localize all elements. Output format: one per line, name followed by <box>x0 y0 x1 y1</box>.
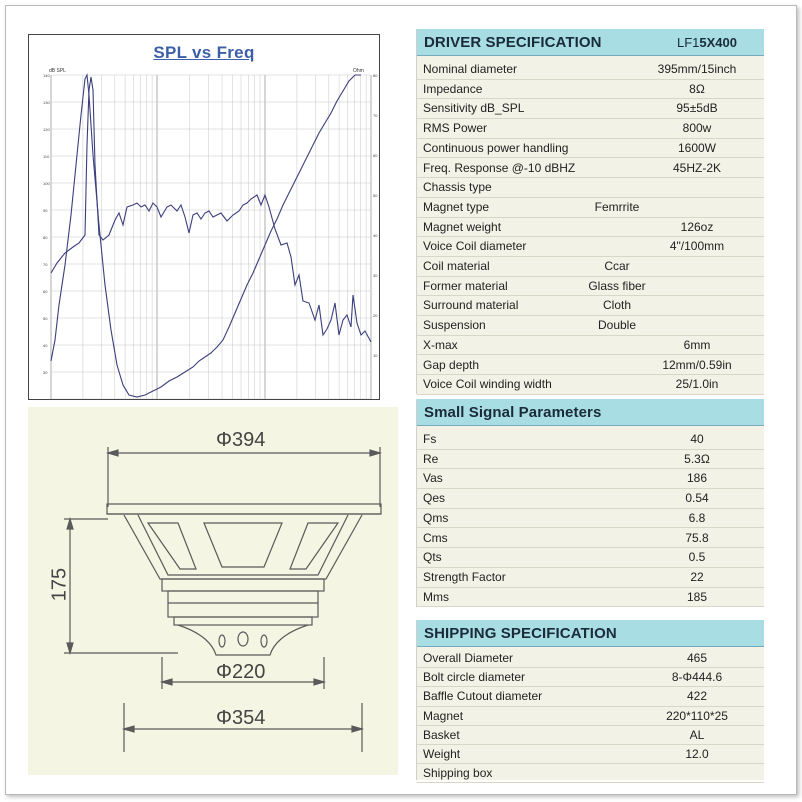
y-tick-label: 130 <box>43 100 50 105</box>
cutout-diameter-label: Φ354 <box>216 707 266 729</box>
spec-label: Surround material <box>423 298 519 313</box>
spec-value: 25/1.0in <box>675 377 719 392</box>
spec-label: Shipping box <box>423 766 493 781</box>
y-tick-label: 30 <box>43 370 48 375</box>
spec-label: Cms <box>423 530 448 545</box>
model-prefix: LF1 <box>677 35 700 50</box>
driver-spec-title: DRIVER SPECIFICATION <box>424 34 602 51</box>
spec-label: Qes <box>423 491 446 506</box>
spec-value: 75.8 <box>685 530 709 545</box>
spec-row <box>417 138 764 159</box>
spec-label: Impedance <box>423 81 483 96</box>
spec-value: Cloth <box>602 298 631 313</box>
y-tick-label: 80 <box>43 235 48 240</box>
spec-label: Qms <box>423 510 449 525</box>
spec-value: Double <box>597 318 637 333</box>
spec-label: Baffle Cutout diameter <box>423 689 543 704</box>
spec-value: 0.5 <box>688 550 706 565</box>
shipping-spec-header <box>417 620 764 647</box>
spec-row <box>417 744 764 764</box>
spec-value: Femrrite <box>594 199 640 214</box>
spec-row <box>417 355 764 376</box>
spec-row <box>417 217 764 238</box>
spec-row <box>417 587 764 608</box>
spec-row <box>417 706 764 726</box>
spec-label: Former material <box>423 278 508 293</box>
y-tick-label: 140 <box>43 73 50 78</box>
spec-value: 220*110*25 <box>666 708 728 723</box>
spec-label: X-max <box>423 337 458 352</box>
spec-row <box>417 177 764 198</box>
spec-value: 12.0 <box>685 747 709 761</box>
spec-label: Overall Diameter <box>423 651 514 665</box>
spec-label: Basket <box>423 727 460 742</box>
spec-row <box>417 449 764 470</box>
spec-row <box>417 725 764 745</box>
spec-value: 8-Φ444.6 <box>671 670 723 685</box>
spec-label: Nominal diameter <box>423 62 518 76</box>
model-suffix: 5X400 <box>699 35 737 50</box>
spec-label: Vas <box>423 471 443 486</box>
spec-value: 0.54 <box>685 491 709 506</box>
spec-row <box>417 528 764 549</box>
y-tick-label: 70 <box>43 262 48 267</box>
spec-value: 422 <box>686 689 708 704</box>
spec-label: Mms <box>423 589 449 604</box>
right-tick-label: 30 <box>373 273 378 278</box>
spec-label: Weight <box>423 747 461 761</box>
spec-row <box>417 567 764 588</box>
spec-label: Voice Coil winding width <box>423 377 552 392</box>
impedance-curve <box>51 75 361 397</box>
spec-label: Strength Factor <box>423 569 506 584</box>
spec-label: Bolt circle diameter <box>423 670 526 685</box>
spec-row <box>417 59 764 80</box>
y-tick-label: 40 <box>43 343 48 348</box>
spec-label: Re <box>423 451 439 466</box>
spec-value: AL <box>689 727 705 742</box>
spec-row <box>417 429 764 450</box>
speaker-dimension-drawing <box>28 407 398 775</box>
spec-row <box>417 374 764 395</box>
spec-row <box>417 236 764 257</box>
spec-label: Freq. Response @-10 dBHZ <box>423 160 576 175</box>
height-label: 175 <box>48 567 71 602</box>
spec-label: Coil material <box>423 259 490 273</box>
magnet-diameter-label: Φ220 <box>216 661 266 683</box>
spec-value: 22 <box>690 569 704 584</box>
spec-label: Suspension <box>423 318 486 333</box>
spl-curve <box>51 77 371 342</box>
spec-row <box>417 686 764 706</box>
spec-label: Magnet type <box>423 199 490 214</box>
spec-value: 6.8 <box>688 510 706 525</box>
spec-value: 40 <box>690 432 704 446</box>
spec-row <box>417 98 764 119</box>
spec-value: 186 <box>686 471 708 486</box>
right-tick-label: 10 <box>373 353 378 358</box>
spec-row <box>417 468 764 489</box>
right-tick-label: 60 <box>373 153 378 158</box>
spec-label: Voice Coil diameter <box>423 239 527 254</box>
right-tick-label: 70 <box>373 113 378 118</box>
right-tick-label: 20 <box>373 313 378 318</box>
spec-value: 465 <box>686 651 708 665</box>
spec-value: 5.3Ω <box>684 451 710 466</box>
spec-row <box>417 667 764 687</box>
spec-label: Qts <box>423 550 442 565</box>
spec-row <box>417 335 764 356</box>
spec-value: 395mm/15inch <box>657 62 737 76</box>
spec-value: 4"/100mm <box>669 239 725 254</box>
driver-spec-header <box>417 29 764 56</box>
spec-row <box>417 547 764 568</box>
spec-row <box>417 276 764 297</box>
spec-value: 1600W <box>677 140 717 155</box>
spec-value: Ccar <box>604 259 630 273</box>
y-tick-label: 100 <box>43 181 50 186</box>
y-tick-label: 110 <box>43 154 50 159</box>
spec-row <box>417 256 764 277</box>
overall-diameter-label: Φ394 <box>216 429 266 451</box>
spec-value: 126oz <box>680 219 714 234</box>
small-signal-parameters-table <box>416 399 764 607</box>
spec-label: Continuous power handling <box>423 140 569 155</box>
spec-label: RMS Power <box>423 121 488 136</box>
spec-row <box>417 508 764 529</box>
spec-row <box>417 315 764 336</box>
spec-row <box>417 763 764 783</box>
y-tick-label: 120 <box>43 127 50 132</box>
spec-label: Magnet weight <box>423 219 502 234</box>
y-tick-label: 50 <box>43 316 48 321</box>
spec-label: Magnet <box>423 708 464 723</box>
spec-row <box>417 197 764 218</box>
shipping-specification-table <box>416 620 764 780</box>
spec-value: 6mm <box>683 337 711 352</box>
driver-specification-table <box>416 29 764 394</box>
spec-value: Glass fiber <box>588 278 646 293</box>
spec-row <box>417 488 764 509</box>
spec-row <box>417 118 764 139</box>
shipping-spec-title: SHIPPING SPECIFICATION <box>424 625 617 642</box>
spec-row <box>417 648 764 668</box>
spec-row <box>417 295 764 316</box>
spec-value: 45HZ-2K <box>672 160 722 175</box>
small-signal-title: Small Signal Parameters <box>424 404 602 421</box>
right-tick-label: 50 <box>373 193 378 198</box>
graph-canvas <box>29 35 379 399</box>
spec-value: 800w <box>682 121 712 136</box>
left-unit-label: dB SPL <box>49 68 66 74</box>
spec-value: 185 <box>686 589 708 604</box>
small-signal-header <box>417 399 764 426</box>
spec-label: Chassis type <box>423 180 492 195</box>
spec-label: Sensitivity dB_SPL <box>423 101 525 116</box>
spec-row <box>417 158 764 179</box>
y-tick-label: 90 <box>43 208 48 213</box>
spec-value: 95±5dB <box>676 101 718 116</box>
graph-title: SPL vs Freq <box>153 43 255 62</box>
spec-row <box>417 79 764 100</box>
right-unit-label: Ohm <box>353 68 364 74</box>
right-tick-label: 40 <box>373 233 378 238</box>
spec-label: Fs <box>423 432 437 446</box>
right-tick-label: 80 <box>373 73 378 78</box>
model-number <box>677 35 737 50</box>
spec-label: Gap depth <box>423 357 480 372</box>
drawing-canvas <box>28 407 398 775</box>
spl-vs-freq-graph <box>28 34 380 400</box>
y-tick-label: 60 <box>43 289 48 294</box>
spec-value: 12mm/0.59in <box>662 357 732 372</box>
spec-value: 8Ω <box>689 81 705 96</box>
